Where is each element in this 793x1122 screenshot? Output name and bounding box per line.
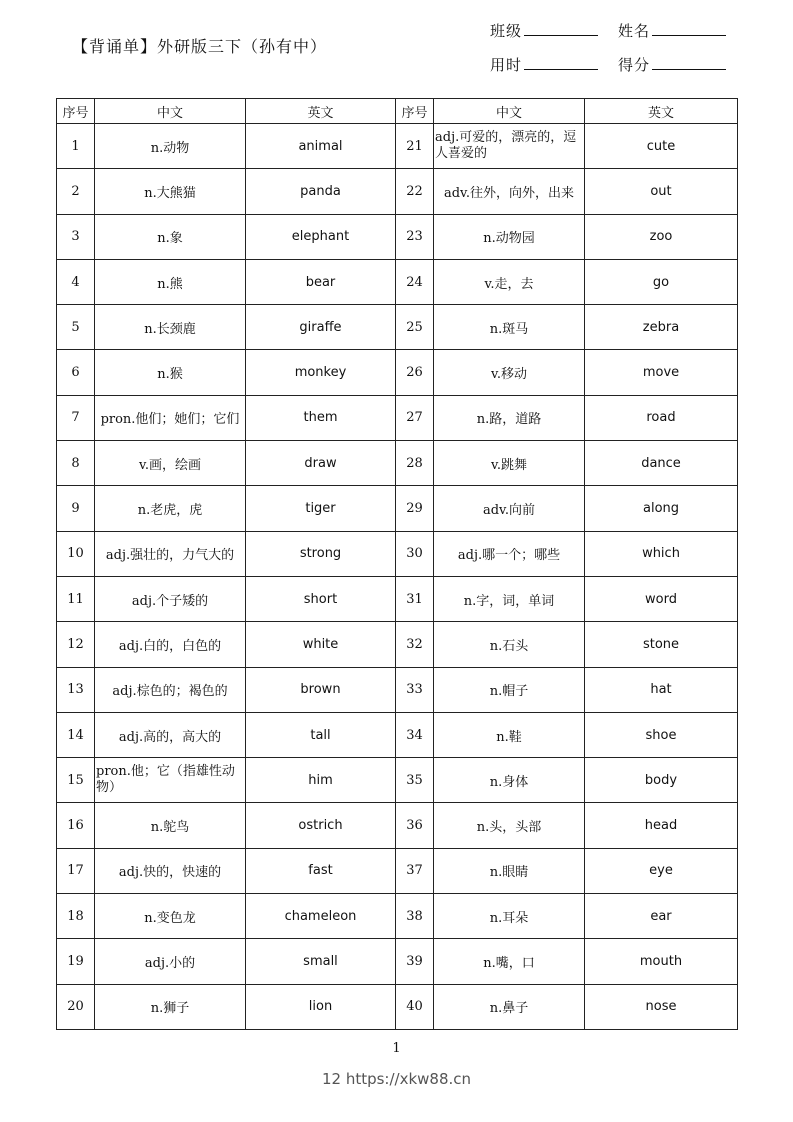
chinese-meaning: n.长颈鹿 xyxy=(95,305,246,350)
name-label: 姓名 xyxy=(618,22,651,40)
row-index: 24 xyxy=(396,259,434,304)
english-word: head xyxy=(585,803,738,848)
english-word: stone xyxy=(585,622,738,667)
row-index: 26 xyxy=(396,350,434,395)
chinese-meaning: n.字，词，单词 xyxy=(434,576,585,621)
chinese-meaning: n.眼睛 xyxy=(434,848,585,893)
row-index: 34 xyxy=(396,712,434,757)
english-word: go xyxy=(585,259,738,304)
chinese-meaning: adj.强壮的，力气大的 xyxy=(95,531,246,576)
chinese-meaning: adj.棕色的；褐色的 xyxy=(95,667,246,712)
chinese-meaning: adv.向前 xyxy=(434,486,585,531)
row-index: 36 xyxy=(396,803,434,848)
english-word: animal xyxy=(246,124,396,169)
page-title: 【背诵单】外研版三下（孙有中） xyxy=(72,37,328,56)
row-index: 25 xyxy=(396,305,434,350)
chinese-meaning: n.斑马 xyxy=(434,305,585,350)
english-word: lion xyxy=(246,984,396,1029)
chinese-meaning: adv.往外，向外，出来 xyxy=(434,169,585,214)
row-index: 39 xyxy=(396,939,434,984)
english-word: ear xyxy=(585,894,738,939)
class-blank[interactable] xyxy=(524,21,598,36)
row-index: 28 xyxy=(396,441,434,486)
table-row xyxy=(57,984,738,1029)
english-word: move xyxy=(585,350,738,395)
table-row xyxy=(57,576,738,621)
chinese-meaning: n.象 xyxy=(95,214,246,259)
row-index: 38 xyxy=(396,894,434,939)
row-index: 21 xyxy=(396,124,434,169)
english-word: tall xyxy=(246,712,396,757)
table-row xyxy=(57,622,738,667)
table-row xyxy=(57,939,738,984)
row-index: 40 xyxy=(396,984,434,1029)
row-index: 11 xyxy=(57,576,95,621)
class-field[interactable] xyxy=(490,20,598,41)
row-index: 20 xyxy=(57,984,95,1029)
chinese-meaning: pron.他；它（指雄性动物） xyxy=(95,758,246,803)
chinese-meaning: n.帽子 xyxy=(434,667,585,712)
english-word: bear xyxy=(246,259,396,304)
row-index: 32 xyxy=(396,622,434,667)
table-row xyxy=(57,214,738,259)
row-index: 6 xyxy=(57,350,95,395)
score-blank[interactable] xyxy=(652,55,726,70)
chinese-meaning: v.画，绘画 xyxy=(95,441,246,486)
row-index: 3 xyxy=(57,214,95,259)
english-word: cute xyxy=(585,124,738,169)
row-index: 2 xyxy=(57,169,95,214)
row-index: 19 xyxy=(57,939,95,984)
english-word: out xyxy=(585,169,738,214)
header-english: 英文 xyxy=(585,99,738,124)
english-word: shoe xyxy=(585,712,738,757)
table-row xyxy=(57,712,738,757)
chinese-meaning: v.移动 xyxy=(434,350,585,395)
row-index: 29 xyxy=(396,486,434,531)
english-word: short xyxy=(246,576,396,621)
table-row xyxy=(57,803,738,848)
name-blank[interactable] xyxy=(652,21,726,36)
chinese-meaning: adj.可爱的，漂亮的，逗人喜爱的 xyxy=(434,124,585,169)
row-index: 14 xyxy=(57,712,95,757)
english-word: chameleon xyxy=(246,894,396,939)
table-row xyxy=(57,350,738,395)
table-row xyxy=(57,848,738,893)
english-word: fast xyxy=(246,848,396,893)
chinese-meaning: v.走，去 xyxy=(434,259,585,304)
english-word: word xyxy=(585,576,738,621)
table-row xyxy=(57,486,738,531)
table-row xyxy=(57,667,738,712)
english-word: road xyxy=(585,395,738,440)
footer-url: 12 https://xkw88.cn xyxy=(321,1070,472,1088)
chinese-meaning: n.路，道路 xyxy=(434,395,585,440)
table-row xyxy=(57,305,738,350)
row-index: 33 xyxy=(396,667,434,712)
row-index: 30 xyxy=(396,531,434,576)
name-field[interactable] xyxy=(618,20,726,41)
row-index: 10 xyxy=(57,531,95,576)
header-chinese: 中文 xyxy=(95,99,246,124)
row-index: 1 xyxy=(57,124,95,169)
chinese-meaning: n.石头 xyxy=(434,622,585,667)
table-row xyxy=(57,395,738,440)
table-row xyxy=(57,441,738,486)
score-label: 得分 xyxy=(618,56,651,74)
header-english: 英文 xyxy=(246,99,396,124)
chinese-meaning: n.动物园 xyxy=(434,214,585,259)
row-index: 4 xyxy=(57,259,95,304)
row-index: 35 xyxy=(396,758,434,803)
chinese-meaning: adj.个子矮的 xyxy=(95,576,246,621)
chinese-meaning: v.跳舞 xyxy=(434,441,585,486)
time-blank[interactable] xyxy=(524,55,598,70)
chinese-meaning: adj.哪一个；哪些 xyxy=(434,531,585,576)
english-word: dance xyxy=(585,441,738,486)
header-index: 序号 xyxy=(396,99,434,124)
page-number: 1 xyxy=(392,1041,401,1056)
chinese-meaning: n.猴 xyxy=(95,350,246,395)
english-word: body xyxy=(585,758,738,803)
row-index: 17 xyxy=(57,848,95,893)
chinese-meaning: n.耳朵 xyxy=(434,894,585,939)
table-row xyxy=(57,124,738,169)
row-index: 27 xyxy=(396,395,434,440)
chinese-meaning: n.身体 xyxy=(434,758,585,803)
english-word: zoo xyxy=(585,214,738,259)
chinese-meaning: adj.快的，快速的 xyxy=(95,848,246,893)
english-word: monkey xyxy=(246,350,396,395)
table-row xyxy=(57,259,738,304)
table-row xyxy=(57,531,738,576)
english-word: mouth xyxy=(585,939,738,984)
table-row xyxy=(57,758,738,803)
chinese-meaning: n.鸵鸟 xyxy=(95,803,246,848)
score-field[interactable] xyxy=(618,54,726,75)
chinese-meaning: n.大熊猫 xyxy=(95,169,246,214)
english-word: eye xyxy=(585,848,738,893)
row-index: 22 xyxy=(396,169,434,214)
row-index: 13 xyxy=(57,667,95,712)
english-word: hat xyxy=(585,667,738,712)
header-index: 序号 xyxy=(57,99,95,124)
row-index: 18 xyxy=(57,894,95,939)
row-index: 12 xyxy=(57,622,95,667)
chinese-meaning: adj.白的，白色的 xyxy=(95,622,246,667)
row-index: 9 xyxy=(57,486,95,531)
header-chinese: 中文 xyxy=(434,99,585,124)
chinese-meaning: adj.高的，高大的 xyxy=(95,712,246,757)
time-field[interactable] xyxy=(490,54,598,75)
english-word: which xyxy=(585,531,738,576)
english-word: brown xyxy=(246,667,396,712)
english-word: small xyxy=(246,939,396,984)
english-word: panda xyxy=(246,169,396,214)
chinese-meaning: n.狮子 xyxy=(95,984,246,1029)
english-word: nose xyxy=(585,984,738,1029)
table-row xyxy=(57,894,738,939)
row-index: 37 xyxy=(396,848,434,893)
english-word: ostrich xyxy=(246,803,396,848)
table-row xyxy=(57,169,738,214)
row-index: 8 xyxy=(57,441,95,486)
chinese-meaning: n.老虎，虎 xyxy=(95,486,246,531)
vocabulary-table xyxy=(56,98,738,1030)
chinese-meaning: n.熊 xyxy=(95,259,246,304)
class-label: 班级 xyxy=(490,22,523,40)
table-header-row xyxy=(57,99,738,124)
table-body xyxy=(57,124,738,1030)
chinese-meaning: n.嘴，口 xyxy=(434,939,585,984)
english-word: tiger xyxy=(246,486,396,531)
english-word: strong xyxy=(246,531,396,576)
english-word: white xyxy=(246,622,396,667)
english-word: draw xyxy=(246,441,396,486)
chinese-meaning: adj.小的 xyxy=(95,939,246,984)
english-word: giraffe xyxy=(246,305,396,350)
row-index: 16 xyxy=(57,803,95,848)
chinese-meaning: n.变色龙 xyxy=(95,894,246,939)
row-index: 23 xyxy=(396,214,434,259)
english-word: zebra xyxy=(585,305,738,350)
chinese-meaning: n.动物 xyxy=(95,124,246,169)
chinese-meaning: n.头，头部 xyxy=(434,803,585,848)
row-index: 7 xyxy=(57,395,95,440)
chinese-meaning: n.鼻子 xyxy=(434,984,585,1029)
chinese-meaning: pron.他们；她们；它们 xyxy=(95,395,246,440)
row-index: 31 xyxy=(396,576,434,621)
time-label: 用时 xyxy=(490,56,523,74)
row-index: 5 xyxy=(57,305,95,350)
row-index: 15 xyxy=(57,758,95,803)
english-word: elephant xyxy=(246,214,396,259)
english-word: them xyxy=(246,395,396,440)
chinese-meaning: n.鞋 xyxy=(434,712,585,757)
english-word: along xyxy=(585,486,738,531)
english-word: him xyxy=(246,758,396,803)
